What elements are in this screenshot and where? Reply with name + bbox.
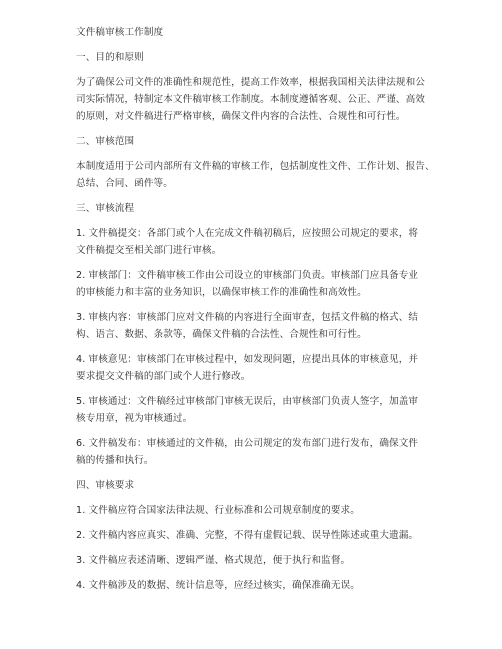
paragraph-line: 构、语言、数据、条款等，确保文件稿的合法性、合规性和可行性。 xyxy=(76,329,367,340)
paragraph-line: 稿的传播和执行。 xyxy=(76,455,154,466)
document-body xyxy=(76,24,436,594)
document-title: 文件稿审核工作制度 xyxy=(76,27,164,38)
section-heading: 三、审核流程 xyxy=(76,203,135,214)
list-item xyxy=(76,502,436,519)
paragraph-line: 的审核能力和丰富的业务知识，以确保审核工作的准确性和高效性。 xyxy=(76,287,367,298)
section-heading: 四、审核要求 xyxy=(76,480,135,491)
list-item xyxy=(76,435,436,469)
paragraph xyxy=(76,158,436,192)
paragraph-line: 1. 文件稿应符合国家法律法规、行业标准和公司规章制度的要求。 xyxy=(76,505,360,516)
paragraph-line: 1. 文件稿提交：各部门或个人在完成文件稿初稿后，应按照公司规定的要求，将 xyxy=(76,228,419,239)
paragraph-line: 司实际情况，特制定本文件稿审核工作制度。本制度遵循客观、公正、严谨、高效 xyxy=(76,94,425,105)
paragraph-line: 3. 审核内容：审核部门应对文件稿的内容进行全面审查，包括文件稿的格式、结 xyxy=(76,312,419,323)
section-heading: 二、审核范围 xyxy=(76,136,135,147)
paragraph-line: 6. 文件稿发布：审核通过的文件稿，由公司规定的发布部门进行发布，确保文件 xyxy=(76,438,419,449)
paragraph-line: 要求提交文件稿的部门或个人进行修改。 xyxy=(76,371,251,382)
paragraph-line: 本制度适用于公司内部所有文件稿的审核工作，包括制度性文件、工作计划、报告、 xyxy=(76,161,435,172)
list-item xyxy=(76,393,436,427)
list-item xyxy=(76,527,436,544)
paragraph-line: 核专用章，视为审核通过。 xyxy=(76,413,193,424)
paragraph xyxy=(76,74,436,125)
paragraph-line: 总结、合同、函件等。 xyxy=(76,178,173,189)
paragraph-line: 5. 审核通过：文件稿经过审核部门审核无误后，由审核部门负责人签字，加盖审 xyxy=(76,396,419,407)
paragraph-line: 3. 文件稿应表述清晰、逻辑严谨、格式规范，便于执行和监督。 xyxy=(76,555,351,566)
paragraph-line: 4. 文件稿涉及的数据、统计信息等，应经过核实，确保准确无误。 xyxy=(76,580,360,591)
list-item xyxy=(76,351,436,385)
paragraph-line: 2. 审核部门：文件稿审核工作由公司设立的审核部门负责。审核部门应具备专业 xyxy=(76,270,419,281)
paragraph-line: 4. 审核意见：审核部门在审核过程中，如发现问题，应提出具体的审核意见，并 xyxy=(76,354,419,365)
list-item xyxy=(76,552,436,569)
paragraph-line: 2. 文件稿内容应真实、准确、完整，不得有虚假记载、误导性陈述或重大遗漏。 xyxy=(76,530,419,541)
paragraph-line: 的原则，对文件稿进行严格审核，确保文件内容的合法性、合规性和可行性。 xyxy=(76,111,406,122)
list-item xyxy=(76,225,436,259)
list-item xyxy=(76,309,436,343)
list-item xyxy=(76,577,436,594)
section-heading: 一、目的和原则 xyxy=(76,52,144,63)
list-item xyxy=(76,267,436,301)
paragraph-line: 为了确保公司文件的准确性和规范性，提高工作效率，根据我国相关法律法规和公 xyxy=(76,77,425,88)
paragraph-line: 文件稿提交至相关部门进行审核。 xyxy=(76,245,222,256)
